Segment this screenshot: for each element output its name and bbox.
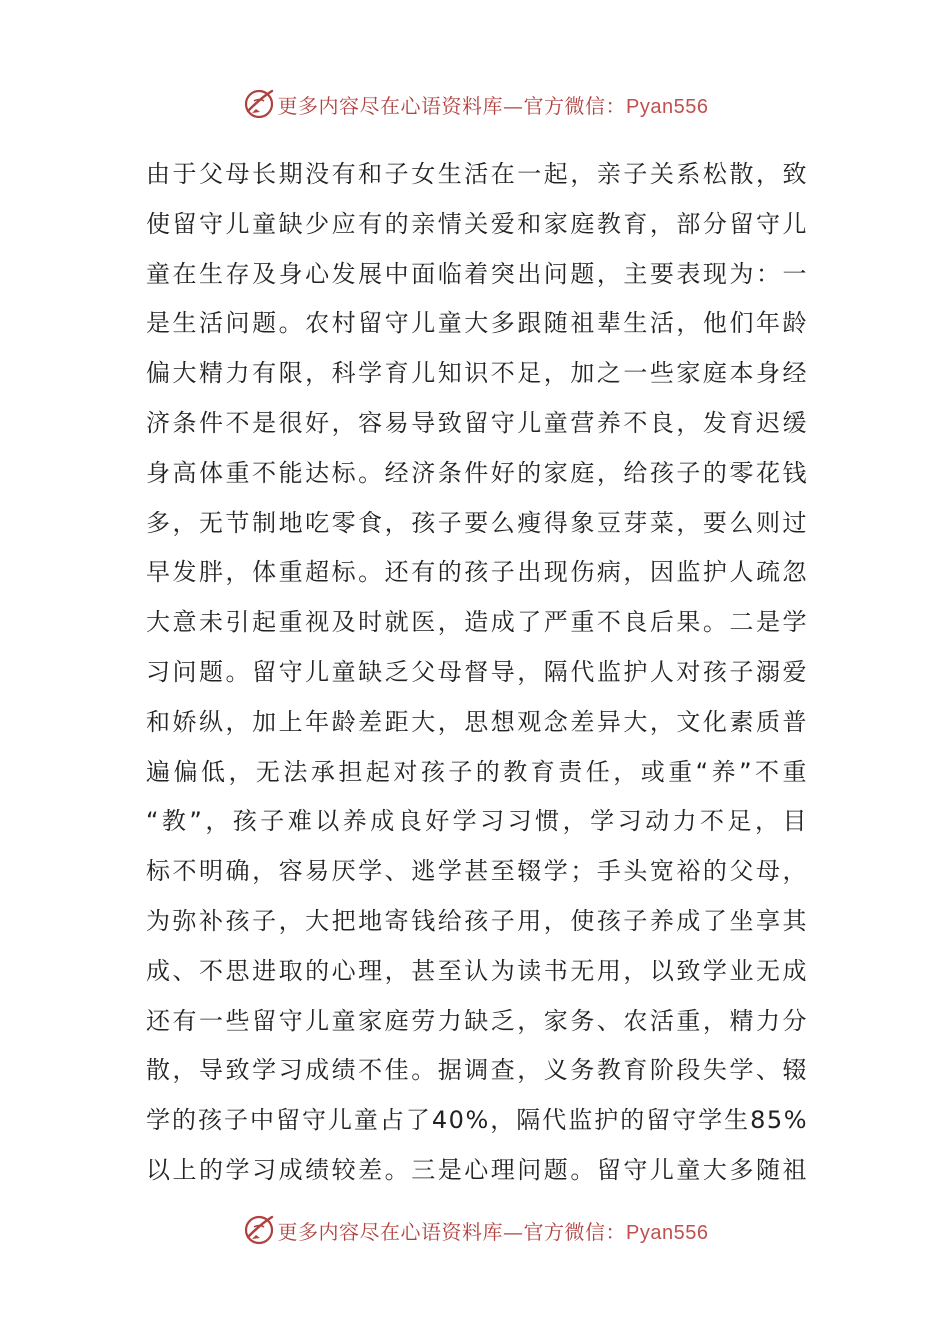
body-line: 使留守儿童缺少应有的亲情关爱和家庭教育，部分留守儿 [146, 209, 808, 238]
pen-circle-logo-icon [242, 1213, 276, 1247]
header-banner [0, 84, 950, 124]
body-line: 多，无节制地吃零食，孩子要么瘦得象豆芽菜，要么则过 [146, 508, 808, 537]
body-line: 是生活问题。农村留守儿童大多跟随祖辈生活，他们年龄 [146, 309, 808, 338]
body-line: 以上的学习成绩较差。三是心理问题。留守儿童大多随祖 [146, 1155, 808, 1184]
footer-promo [278, 1216, 709, 1245]
body-line: 散，导致学习成绩不佳。据调查，义务教育阶段失学、辍 [146, 1056, 808, 1085]
footer-dash: — [503, 1219, 524, 1244]
header-promo-text: 更多内容尽在心语资料库 [277, 93, 504, 118]
body-line: 大意未引起重视及时就医，造成了严重不良后果。二是学 [146, 608, 808, 637]
body-line: 由于父母长期没有和子女生活在一起，亲子关系松散，致 [146, 160, 808, 188]
body-line: 身高体重不能达标。经济条件好的家庭，给孩子的零花钱 [146, 458, 808, 487]
header-dash: — [503, 93, 524, 118]
body-line: 童在生存及身心发展中面临着突出问题，主要表现为：一 [146, 259, 808, 288]
document-body [146, 150, 808, 1196]
body-line: 学的孩子中留守儿童占了40%，隔代监护的留守学生85% [146, 1106, 808, 1135]
body-line: 标不明确，容易厌学、逃学甚至辍学；手头宽裕的父母， [146, 857, 808, 886]
body-line: 习问题。留守儿童缺乏父母督导，隔代监护人对孩子溺爱 [146, 657, 808, 686]
pen-circle-logo-icon [242, 87, 276, 121]
footer-wechat-id: Pyan556 [626, 1221, 709, 1244]
header-wechat-id: Pyan556 [626, 95, 709, 118]
body-line: 偏大精力有限，科学育儿知识不足，加之一些家庭本身经 [146, 359, 808, 388]
body-line: 还有一些留守儿童家庭劳力缺乏，家务、农活重，精力分 [146, 1006, 808, 1035]
header-promo [278, 90, 709, 119]
body-line: 遍偏低，无法承担起对孩子的教育责任，或重“养”不重 [146, 757, 808, 786]
footer-wechat-label: 官方微信： [523, 1219, 627, 1244]
body-line: 成、不思进取的心理，甚至认为读书无用，以致学业无成 [146, 956, 808, 985]
body-line: 为弥补孩子，大把地寄钱给孩子用，使孩子养成了坐享其 [146, 906, 808, 935]
footer-promo-text: 更多内容尽在心语资料库 [277, 1219, 504, 1244]
header-wechat-label: 官方微信： [523, 93, 627, 118]
body-line: “教”，孩子难以养成良好学习习惯，学习动力不足，目 [146, 807, 808, 836]
body-line: 和娇纵，加上年龄差距大，思想观念差异大，文化素质普 [146, 707, 808, 736]
body-line: 济条件不是很好，容易导致留守儿童营养不良，发育迟缓 [146, 408, 808, 437]
footer-banner [0, 1210, 950, 1250]
body-line: 早发胖，体重超标。还有的孩子出现伤病，因监护人疏忽 [146, 558, 808, 587]
